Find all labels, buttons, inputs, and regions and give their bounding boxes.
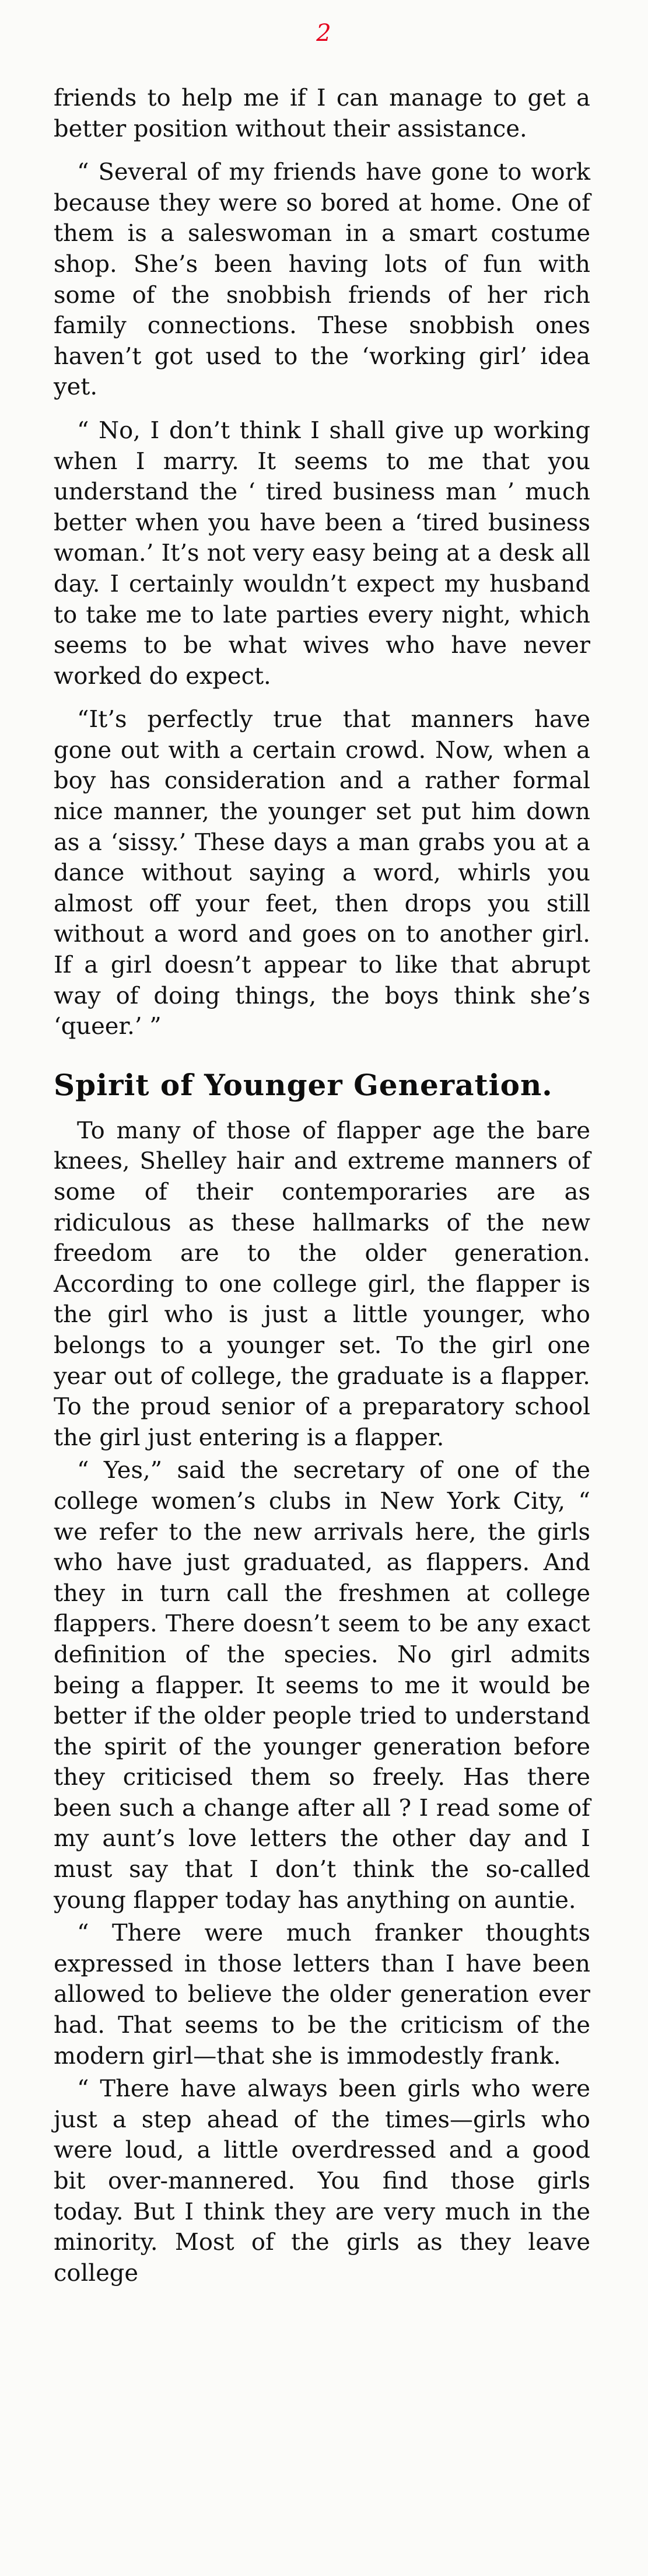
page-number: 2 (316, 20, 332, 47)
paragraph-flapper-age: To many of those of flapper age the bare knees, Shelley hair and extreme manners of some of their contemporaries are as ridiculous as these hallmarks of the new freedom are to the older generation. According to one college girl, the flapper is the girl who is just a little younger, who belongs to a younger set. To the girl one year out of college, the graduate is a flapper. To the proud senior of a preparatory school the girl just entering is a flapper. (54, 1117, 590, 1451)
paragraph-secretary-quote: “ Yes,” said the secretary of one of the college women’s clubs in New York City, “ we refer to the new arrivals here, the girls who have just graduated, as flappers. And they in turn call the freshmen at college flappers. There doesn’t seem to be any exact definition of the species. No girl admits being a flapper. It seems to me it would be better if the older people tried to understand the spirit of the younger generation before they criticised them so freely. Has there been such a change after all ? I read some of my aunt’s love letters the other day and I must say that I don’t think the so-called young flapper today has anything on auntie. (54, 1457, 590, 1914)
paragraph-manners: “It’s perfectly true that manners have gone out with a certain crowd. Now, when a boy has consideration and a rather formal nice manner, the younger set put him down as a ‘sissy.’ These days a man grabs you at a dance without saying a word, whirls you almost off your feet, then drops you still without a word and goes on to another girl. If a girl doesn’t appear to like that abrupt way of doing things, the boys think she’s ‘queer.’ ” (54, 706, 590, 1040)
paragraph-ahead-of-times: “ There have always been girls who were just a step ahead of the times—girls who were loud, a little overdressed and a good bit over-mannered. You find those girls today. But I think they are very much in the minority. Most of the girls as they leave college (54, 2075, 590, 2287)
paragraph-marry: “ No, I don’t think I shall give up working when I marry. It seems to me that you understand the ‘ tired business man ’ much better when you have been a ‘tired business woman.’ It’s not very easy being at a desk all day. I certainly wouldn’t expect my husband to take me to late parties every night, which seems to be what wives who have never worked do expect. (54, 417, 590, 690)
paragraph-friends-bored: “ Several of my friends have gone to work because they were so bored at home. One of them is a saleswoman in a smart costume shop. She’s been having lots of fun with some of the snobbish friends of her rich family connections. These snobbish ones haven’t got used to the ‘working girl’ idea yet. (54, 159, 590, 401)
paragraph-continued: friends to help me if I can manage to get a better position without their assistance. (54, 85, 590, 142)
subheading: Spirit of Younger Generation. (54, 1067, 553, 1102)
paragraph-franker-thoughts: “ There were much franker thoughts expressed in those letters than I have been allowed to believe the older generation ever had. That seems to be the criticism of the modern girl—that she is immodestly frank. (54, 1920, 590, 2070)
article-column (54, 83, 590, 2288)
